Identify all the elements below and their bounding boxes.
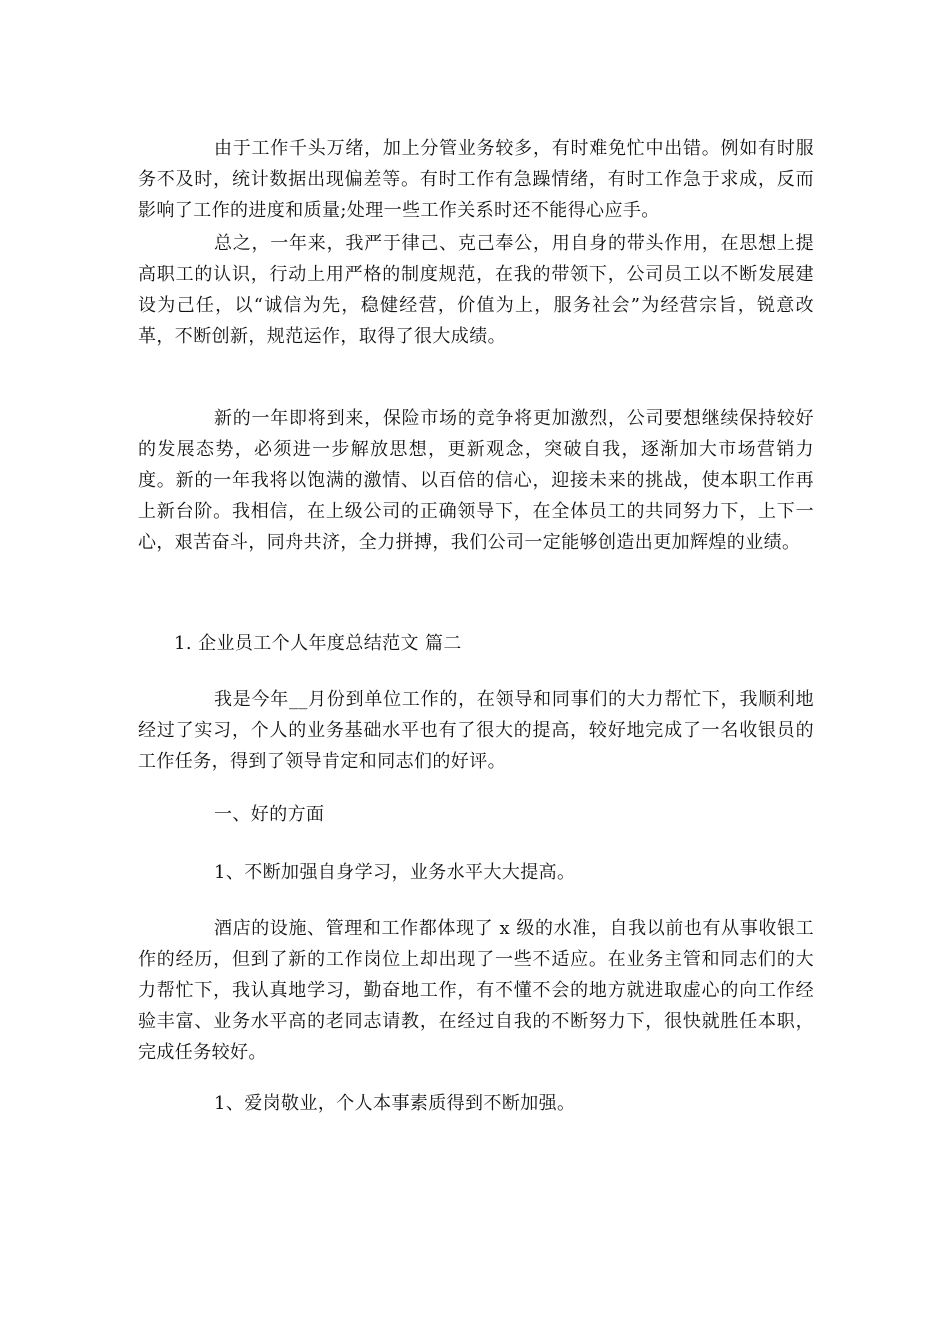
list-item-study: 1、不断加强自身学习，业务水平大大提高。 [214,862,576,883]
list-item-dedication: 1、爱岗敬业，个人本事素质得到不断加强。 [214,1093,576,1114]
subheading-good-aspects: 一、好的方面 [214,804,325,825]
paragraph-summary: 总之，一年来，我严于律己、克己奉公，用自身的带头作用，在思想上提高职工的认识，行动上用严格的制度规范，在我的带领下，公司员工以不断发展建设为己任，以“诚信为先，稳健经营，价值为上，服务社会”为经营宗旨，锐意改革，不断创新，规范运作，取得了很大成绩。 [138,233,814,347]
paragraph-shortcomings: 由于工作千头万绪，加上分管业务较多，有时难免忙中出错。例如有时服务不及时，统计数据出现偏差等。有时工作有急躁情绪，有时工作急于求成，反而影响了工作的进度和质量;处理一些工作关系时还不能得心应手。 [138,138,814,221]
paragraph-hotel-work: 酒店的设施、管理和工作都体现了 x 级的水准，自我以前也有从事收银工作的经历，但到了新的工作岗位上却出现了一些不适应。在业务主管和同志们的大力帮忙下，我认真地学习，勤奋地工作，有不懂不会的地方就进取虚心的向工作经验丰富、业务水平高的老同志请教，在经过自我的不断努力下，很快就胜任本职，完成任务较好。 [138,918,814,1063]
section-title: 1. 企业员工个人年度总结范文 篇二 [174,633,462,654]
paragraph-introduction: 我是今年__月份到单位工作的，在领导和同事们的大力帮忙下，我顺利地经过了实习，个人的业务基础水平也有了很大的提高，较好地完成了一名收银员的工作任务，得到了领导肯定和同志们的好评。 [138,689,814,772]
paragraph-new-year-outlook: 新的一年即将到来，保险市场的竞争将更加激烈，公司要想继续保持较好的发展态势，必须进一步解放思想，更新观念，突破自我，逐渐加大市场营销力度。新的一年我将以饱满的激情、以百倍的信心，迎接未来的挑战，使本职工作再上新台阶。我相信，在上级公司的正确领导下，在全体员工的共同努力下，上下一心，艰苦奋斗，同舟共济，全力拼搏，我们公司一定能够创造出更加辉煌的业绩。 [138,408,814,553]
